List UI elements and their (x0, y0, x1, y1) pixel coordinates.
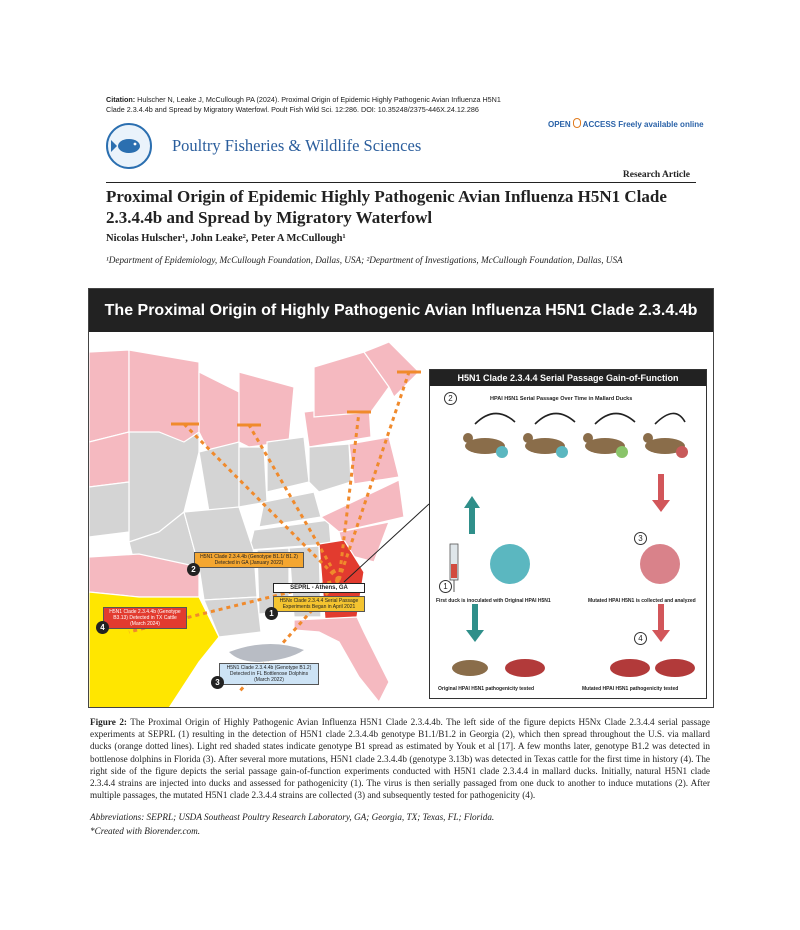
step1-text: First duck is inoculated with Original HPAI H5N1 (436, 598, 551, 604)
doi: DOI: 10.35248/2375-446X.24.12.286 (361, 105, 479, 114)
label-serial-passage: H5Nx Clade 2.3.4.4 Serial Passage Experiments Began in April 2021 (273, 596, 365, 612)
panel-step-3: 3 (634, 532, 647, 545)
map-marker-2: 2 (187, 563, 200, 576)
panel-graphics (430, 404, 706, 694)
citation-text: Hulscher N, Leake J, McCullough PA (2024). Proximal Origin of Epidemic Highly Pathogenic Avian Influenza H5N1 Clade 2.3.4.4b and Spread by Migratory Waterfowl. Poult Fish Wild Sci. 12:286. (106, 95, 501, 114)
map-marker-3: 3 (211, 676, 224, 689)
figure-caption (90, 716, 710, 801)
mutated-tested-text: Mutated HPAI H5N1 pathogenicity tested (582, 686, 679, 692)
down-arrow-1 (466, 604, 484, 642)
mutated-duck-right (655, 659, 695, 677)
article-type: Research Article (622, 170, 690, 180)
mutated-virus-icon (640, 544, 680, 584)
original-tested-text: Original HPAI H5N1 pathogenicity tested (438, 686, 535, 692)
abbreviations: Abbreviations: SEPRL; USDA Southeast Poultry Research Laboratory, GA; Georgia, TX; Texas, FL; Florida. (90, 812, 495, 822)
open-access-rest: ACCESS Freely available online (582, 120, 704, 129)
journal-logo (106, 123, 152, 169)
citation-label: Citation: (106, 95, 136, 104)
map-marker-1: 1 (265, 607, 278, 620)
state-sd (89, 432, 129, 487)
panel-step-1: 1 (439, 580, 452, 593)
original-duck-left (452, 660, 488, 676)
mutated-duck-left (610, 659, 650, 677)
original-duck-right (505, 659, 545, 677)
created-with: *Created with Biorender.com. (90, 826, 201, 836)
state-oh (267, 437, 309, 492)
open-lock-icon (573, 118, 581, 128)
header-rule (106, 182, 696, 183)
label-tx: H5N1 Clade 2.3.4.4b (Genotype B3.13) Detected in TX Cattle (March 2024) (103, 607, 187, 629)
panel-heading: H5N1 Clade 2.3.4.4 Serial Passage Gain-of-Function (430, 370, 706, 386)
state-mn (129, 350, 199, 442)
figure-banner-title: The Proximal Origin of Highly Pathogenic Avian Influenza H5N1 Clade 2.3.4.4b (89, 289, 713, 332)
up-arrow (464, 496, 480, 534)
state-in (239, 447, 267, 507)
map-marker-4: 4 (96, 621, 109, 634)
panel-step-2: 2 (444, 392, 457, 405)
down-arrow-4 (652, 604, 670, 642)
caption-label: Figure 2: (90, 717, 127, 727)
fish-icon (108, 125, 150, 167)
label-ga: H5N1 Clade 2.3.4.4b (Genotype B1.1/ B1.2) Detected in GA (January 2022) (194, 552, 304, 568)
passage-arrows (475, 413, 685, 424)
caption-text: The Proximal Origin of Highly Pathogenic Avian Influenza H5N1 Clade 2.3.4.4b. The left side of the figure depicts H5Nx Clade 2.3.4.4 serial passage experiments at SEPRL (1) resulting in the detection of H5N1 clade 2.3.4.4b genotype B1.1/B1.2 in Georgia (2), which then spread throughout the U.S. via mallard ducks (orange dotted lines). Light red shaded states indicate genotype B1 spread as estimated by Youk et al [17]. A few months later, genotype B1.2 was detected in bottlenose dolphins in Florida (3). After several more mutations, H5N1 clade 2.3.4.4b (genotype 3.13b) was detected in Texas cattle for the first time in history (4). The right side of the figure depicts the serial passage gain-of-function experiments conducted with H5N1 clade 2.3.4.4 in mallard ducks. Initially, natural H5N1 clade 2.3.4.4 strains are injected into ducks and assessed for pathogenicity (1). The virus is then serially passaged from one duck to another to induce mutations (2). After multiple passages, the mutated H5N1 clade 2.3.4.4 strains are collected (3) and subsequently tested for pathogenicity (4). (90, 717, 710, 801)
step3-text: Mutated HPAI H5N1 is collected and analyzed (588, 598, 696, 604)
original-virus-icon (490, 544, 530, 584)
panel-step2-title: HPAI H5N1 Serial Passage Over Time in Mallard Ducks (490, 396, 633, 402)
gof-panel (429, 369, 707, 699)
state-nd (89, 350, 129, 442)
us-map (89, 332, 429, 708)
label-seprl: SEPRL - Athens, GA (273, 583, 365, 593)
duck-row (463, 433, 688, 458)
open-access-badge (548, 118, 704, 129)
down-arrow-3 (652, 474, 670, 512)
article-title: Proximal Origin of Epidemic Highly Pathogenic Avian Influenza H5N1 Clade 2.3.4.4b and Spread by Migratory Waterfowl (106, 187, 667, 227)
journal-name: Poultry Fisheries & Wildlife Sciences (172, 136, 422, 155)
panel-step-4: 4 (634, 632, 647, 645)
affiliations: ¹Department of Epidemiology, McCullough Foundation, Dallas, USA; ²Department of Investigations, McCullough Foundation, Dallas, USA (106, 255, 623, 265)
open-access-open: OPEN (548, 120, 571, 129)
state-ne (89, 482, 129, 537)
figure-2 (88, 288, 714, 708)
authors: Nicolas Hulscher¹, John Leake², Peter A McCullough¹ (106, 233, 346, 244)
citation (106, 95, 506, 115)
label-fl: H5N1 Clade 2.3.4.4b (Genotype B1.2) Detected in FL Bottlenose Dolphins (March 2022) (219, 663, 319, 685)
